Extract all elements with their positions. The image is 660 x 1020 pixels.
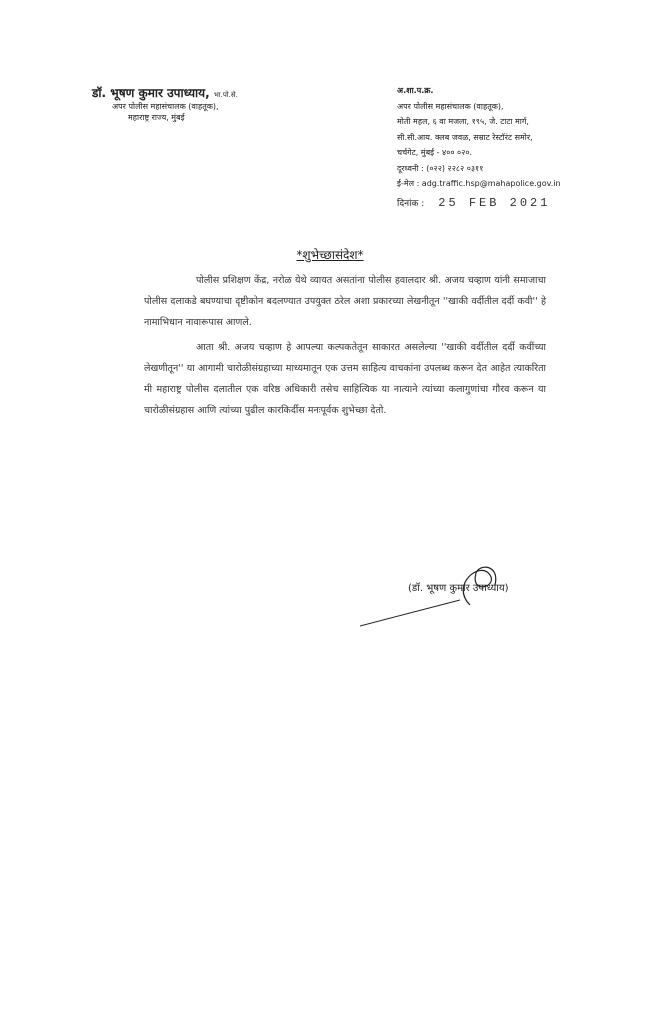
sender-state: महाराष्ट्र राज्य, मुंबई [128,113,185,122]
address-line: चर्चगेट, मुंबई - ४०० ०२०. [397,148,473,157]
sender-designation: अपर पोलीस महासंचालक (वाहतूक), [112,102,219,111]
address-line: मोती महल, ६ वा मजला, १९५, जे. टाटा मार्ग, [397,117,529,126]
sender-name-text: डॉ. भूषण कुमार उपाध्याय, [92,86,210,100]
phone: दूरध्वनी : (०२२) २२८२ ०३११ [397,163,484,173]
paragraph: आता श्री. अजय चव्हाण हे आपल्या कल्पकतेतून साकारत असलेल्या ''खाकी वर्दीतील दर्दी कवींच्या लेखणीतून'' या आगामी चारोळीसंग्रहाच्या माध्यमातून एक उत्तम साहित्य वाचकांना उपलब्ध करून देत आहेत त्याकरिता मी महाराष्ट्र पोलीस दलातील एक वरिष्ठ अधिकारी तसेच साहित्यिक या नात्याने त्यांच्या कलागुणांचा गौरव करून या चारोळीसंग्रहास आणि त्यांच्या पुढील कारकिर्दीस मनःपूर्वक शुभेच्छा देतो. [144,342,546,416]
date-label: दिनांक : [397,199,425,209]
page-title [0,246,660,263]
sender-service: भा.पो.से. [213,91,238,99]
signatory-name: (डॉ. भूषण कुमार उपाध्याय) [408,583,509,594]
email: ई-मेल : adg.traffic.hsp@mahapolice.gov.in [397,179,561,188]
office-address [397,83,561,192]
date-line [397,196,550,210]
signature-stroke [360,598,470,628]
address-line: अ.शा.प.क्र. [397,86,434,95]
title-text: *शुभेच्छासंदेश* [296,248,364,262]
address-line: सी.सी.आय. क्लब जवळ, सम्राट रेस्टॉरंट समोर, [397,132,533,142]
sender-name [92,84,238,101]
paragraph: पोलीस प्रशिक्षण केंद्र, नरोळ येथे व्यायत असतांना पोलीस हवालदार श्री. अजय चव्हाण यांनी समाजाचा पोलीस दलाकडे बघण्याचा दृष्टीकोन बदलण्यात उपयुक्त ठरेल अशा प्रकारच्या लेखनीतून ''खाकी वर्दीतील दर्दी कवी'' हे नामाभिधान नावारूपास आणले. [144,275,546,328]
date-stamp: 25 FEB 2021 [438,196,551,210]
address-line: अपर पोलीस महासंचालक (वाहतूक), [397,101,504,111]
letter-body [144,270,546,421]
